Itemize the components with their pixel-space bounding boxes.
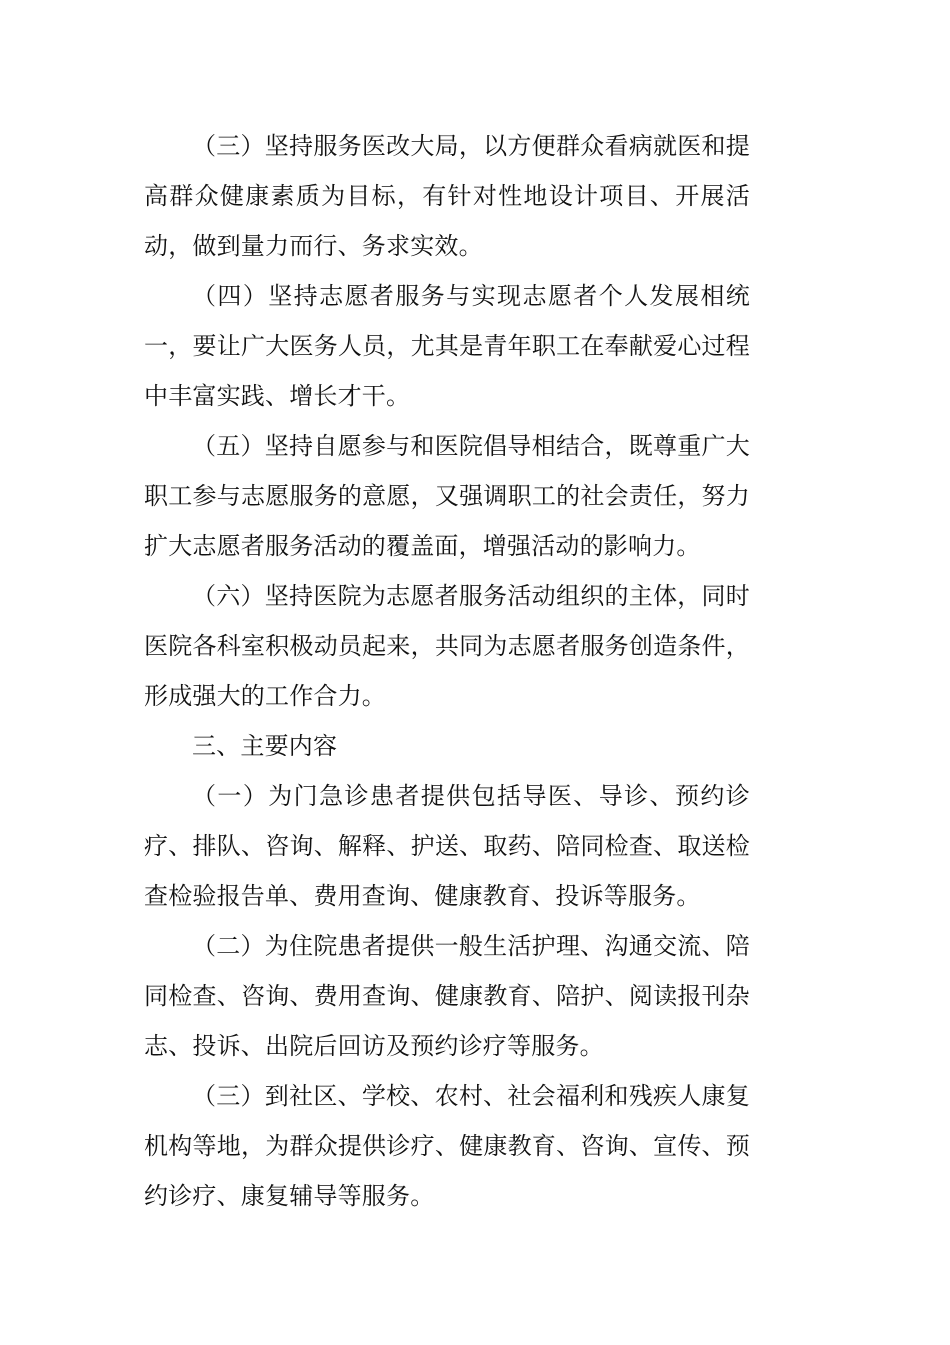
section-heading-main-content: 三、主要内容	[192, 732, 338, 760]
paragraph-principle-4: （四）坚持志愿者服务与实现志愿者个人发展相统一，要让广大医务人员，尤其是青年职工在奉献爱心过程中丰富实践、增长才干。	[144, 282, 750, 410]
paragraph-content-3: （三）到社区、学校、农村、社会福利和残疾人康复机构等地，为群众提供诊疗、健康教育、咨询、宣传、预约诊疗、康复辅导等服务。	[144, 1082, 750, 1210]
document-body	[144, 121, 750, 1221]
paragraph-principle-3: （三）坚持服务医改大局，以方便群众看病就医和提高群众健康素质为目标，有针对性地设计项目、开展活动，做到量力而行、务求实效。	[144, 132, 750, 260]
paragraph-content-2: （二）为住院患者提供一般生活护理、沟通交流、陪同检查、咨询、费用查询、健康教育、陪护、阅读报刊杂志、投诉、出院后回访及预约诊疗等服务。	[144, 932, 750, 1060]
paragraph-content-1: （一）为门急诊患者提供包括导医、导诊、预约诊疗、排队、咨询、解释、护送、取药、陪同检查、取送检查检验报告单、费用查询、健康教育、投诉等服务。	[144, 782, 750, 910]
paragraph-principle-5: （五）坚持自愿参与和医院倡导相结合，既尊重广大职工参与志愿服务的意愿，又强调职工的社会责任，努力扩大志愿者服务活动的覆盖面，增强活动的影响力。	[144, 432, 750, 560]
paragraph-principle-6: （六）坚持医院为志愿者服务活动组织的主体，同时医院各科室积极动员起来，共同为志愿者服务创造条件，形成强大的工作合力。	[144, 582, 750, 710]
